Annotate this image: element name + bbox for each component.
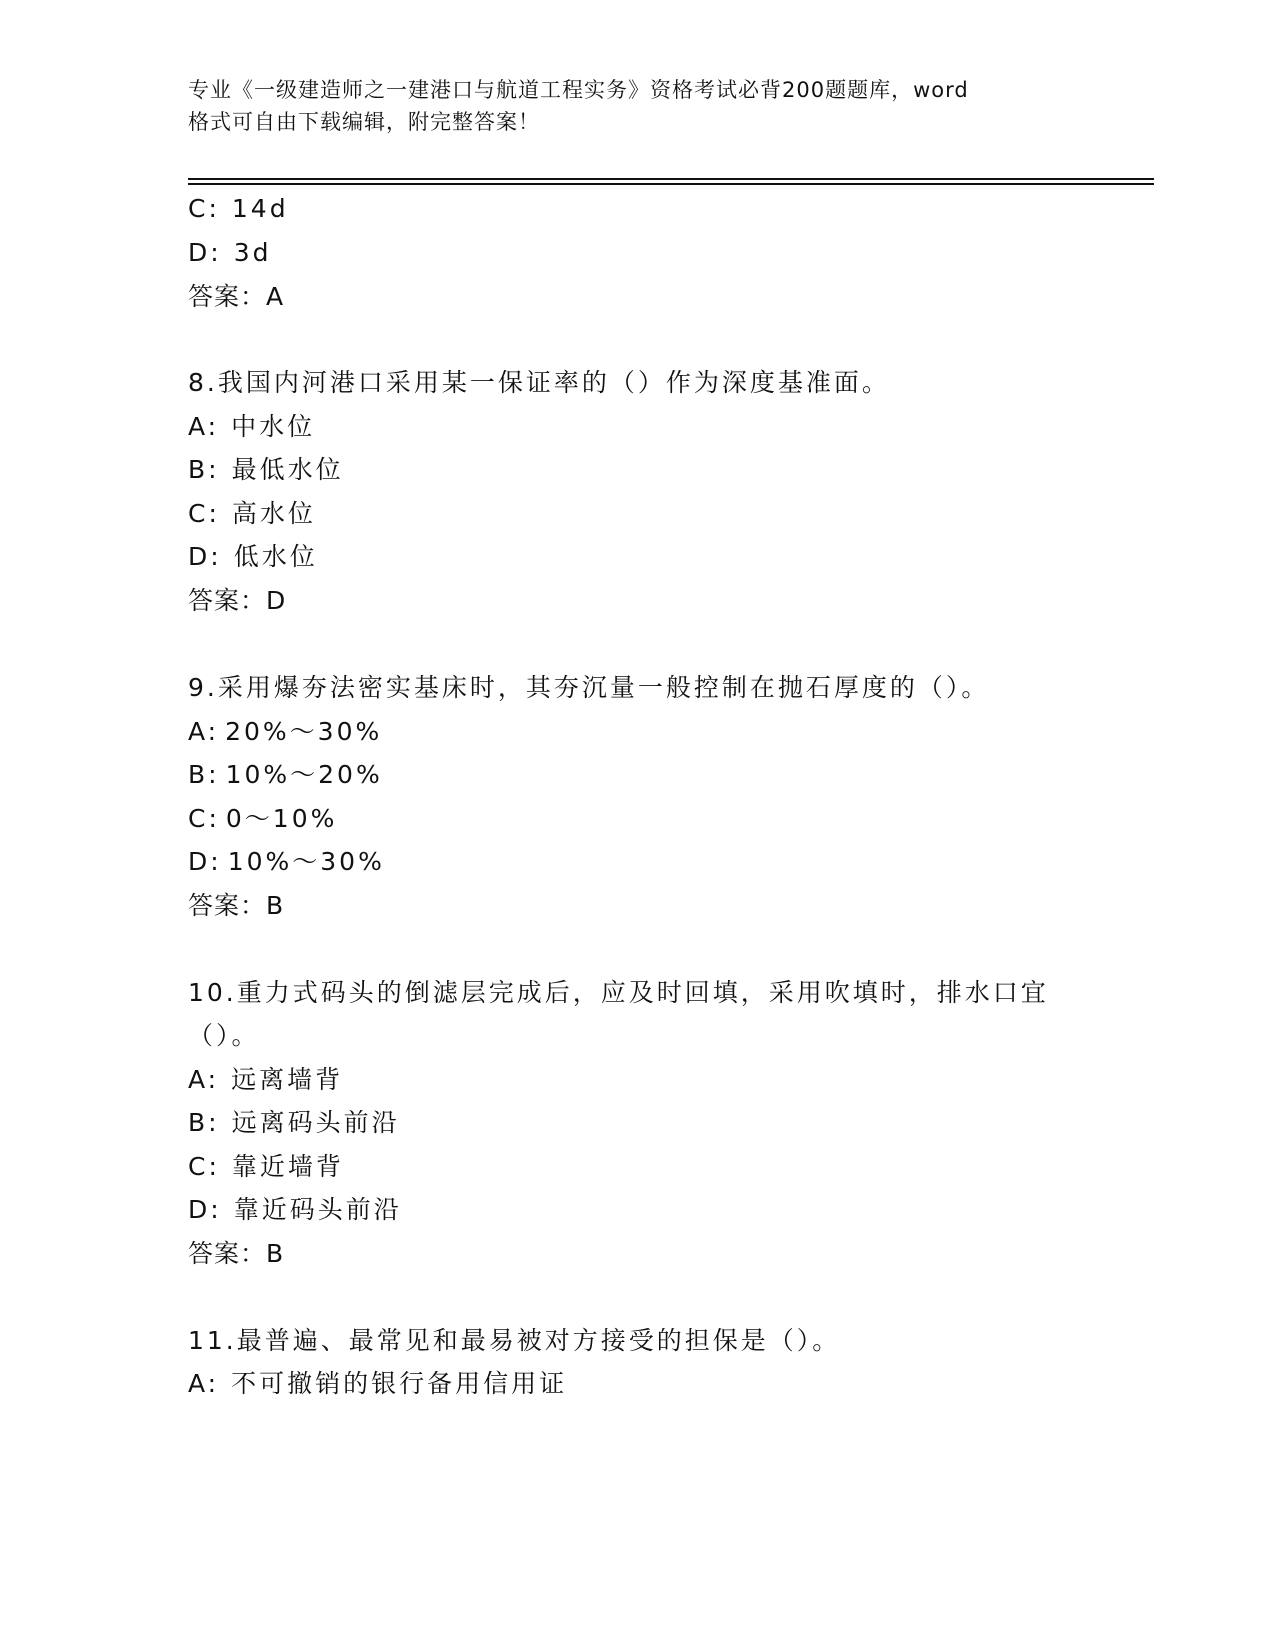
option-line: C: 靠近墙背: [188, 1152, 344, 1181]
option-line: A: 20%～30%: [188, 717, 383, 746]
question-stem-continued: （）。: [188, 1021, 260, 1050]
question-stem: 9.采用爆夯法密实基床时，其夯沉量一般控制在抛石厚度的（）。: [188, 673, 990, 702]
option-line: D: 10%～30%: [188, 847, 385, 876]
header-line-1: 专业《一级建造师之一建港口与航道工程实务》资格考试必背200题题库，word: [188, 78, 969, 102]
answer-line: 答案：D: [188, 586, 287, 615]
option-line: C: 0～10%: [188, 804, 338, 833]
answer-line: 答案：B: [188, 891, 285, 920]
option-line: A: 不可撤销的银行备用信用证: [188, 1369, 568, 1398]
question-stem: 8.我国内河港口采用某一保证率的（）作为深度基准面。: [188, 368, 890, 397]
option-line: B: 远离码头前沿: [188, 1108, 400, 1137]
option-line: D: 3d: [188, 238, 272, 267]
option-line: A: 远离墙背: [188, 1065, 344, 1094]
question-stem: 10.重力式码头的倒滤层完成后，应及时回填，采用吹填时，排水口宜: [188, 978, 1049, 1007]
option-line: B: 最低水位: [188, 455, 344, 484]
option-line: B: 10%～20%: [188, 760, 383, 789]
answer-line: 答案：A: [188, 282, 285, 311]
option-line: D: 靠近码头前沿: [188, 1195, 402, 1224]
option-line: C: 高水位: [188, 499, 316, 528]
header-rule-top: [188, 178, 1154, 180]
option-line: C: 14d: [188, 194, 289, 223]
header-line-2: 格式可自由下载编辑，附完整答案！: [188, 110, 540, 134]
option-line: A: 中水位: [188, 412, 316, 441]
answer-line: 答案：B: [188, 1239, 285, 1268]
option-line: D: 低水位: [188, 542, 318, 571]
question-stem: 11.最普遍、最常见和最易被对方接受的担保是（）。: [188, 1326, 841, 1355]
header-rule-bottom: [188, 183, 1154, 185]
document-header: [188, 74, 1068, 138]
